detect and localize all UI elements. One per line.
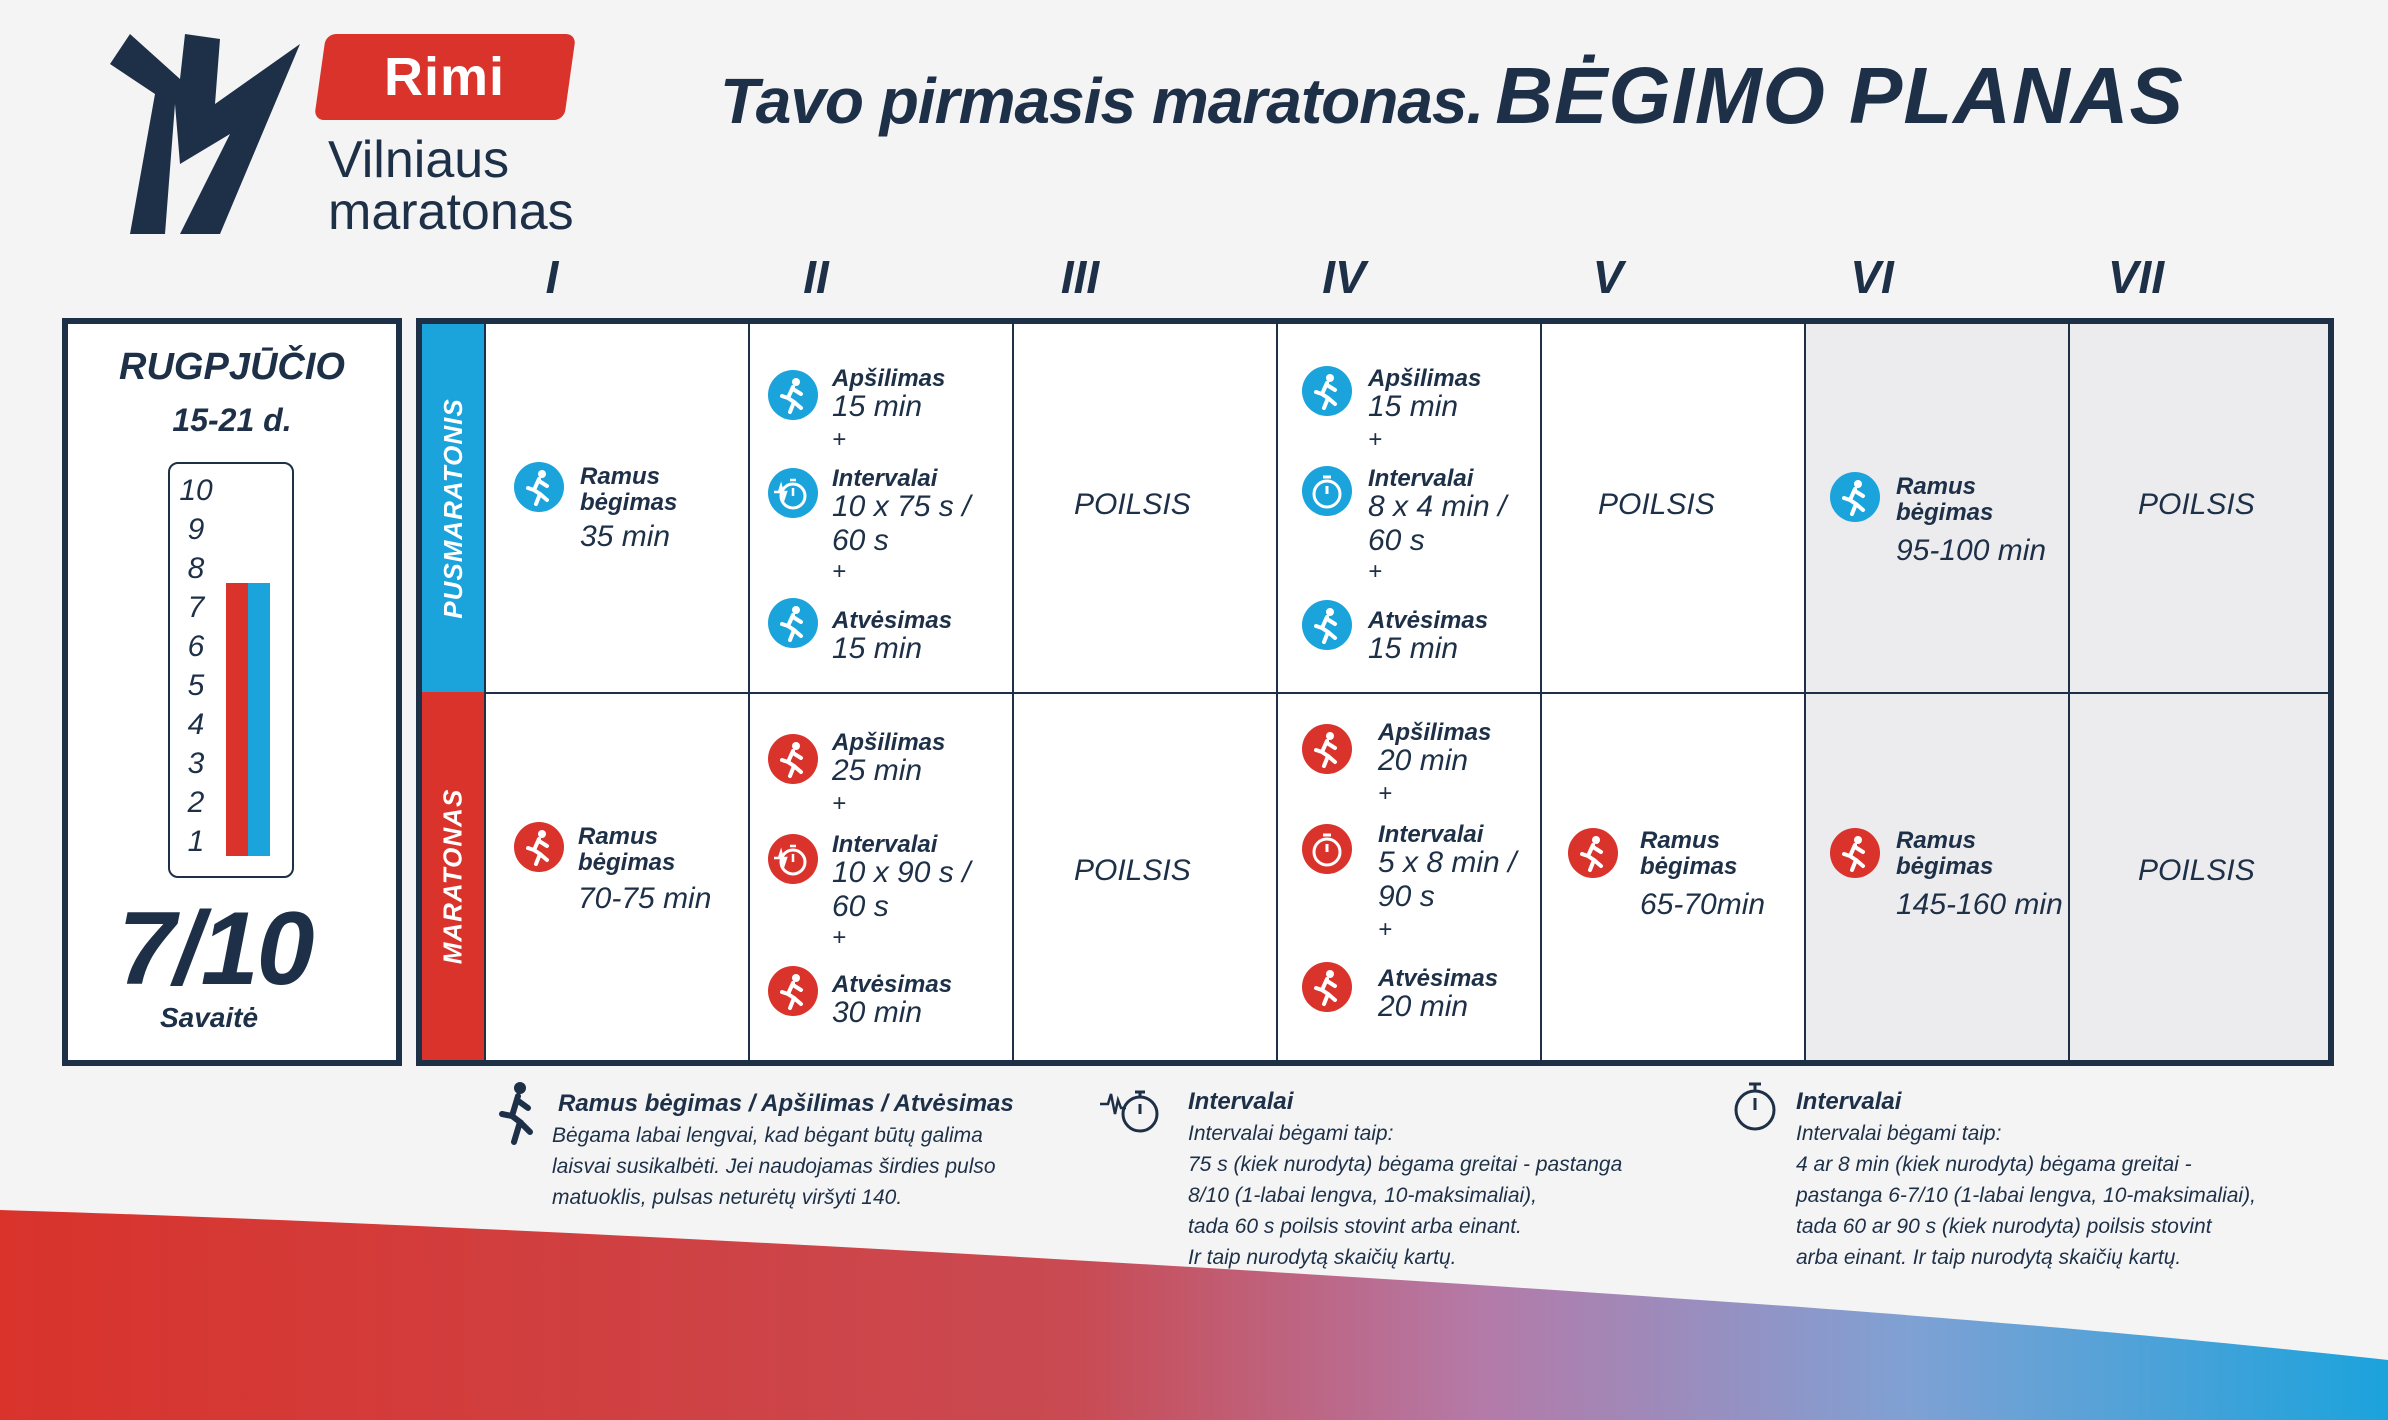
half-day1-cell: [484, 324, 748, 692]
week-month: RUGPJŪČIO: [119, 346, 345, 388]
scale-number: 5: [187, 669, 205, 702]
warmup-value: 25 min: [832, 754, 923, 787]
interval-value: 10 x 75 s /: [832, 490, 971, 523]
cell-label: Ramus bėgimas: [580, 463, 678, 516]
runner-icon: [1568, 828, 1618, 878]
stopwatch-icon: [1302, 824, 1352, 874]
rimi-badge: Rimi: [314, 34, 576, 120]
scale-number: 1: [187, 825, 205, 858]
week-fraction: 7/10: [118, 891, 313, 1007]
runner-icon: [1830, 472, 1880, 522]
warmup-label: Apšilimas: [1378, 719, 1492, 746]
cell-value: 145-160 min: [1896, 888, 2063, 921]
runner-icon: [768, 966, 818, 1016]
day-header: I: [545, 251, 559, 303]
interval-label: Intervalai: [832, 831, 938, 858]
cooldown-label: Atvėsimas: [1368, 607, 1489, 634]
week-label: Savaitė: [160, 1002, 259, 1033]
plus-sign: +: [1378, 916, 1393, 943]
cell-value: 70-75 min: [578, 882, 712, 915]
scale-number: 3: [187, 747, 205, 780]
progress-bar-half: [248, 583, 270, 856]
runner-icon: [1302, 962, 1352, 1012]
interval-rest: 60 s: [1368, 524, 1425, 557]
scale-number: 10: [179, 474, 213, 507]
effort-scale: [168, 462, 294, 878]
interval-value: 8 x 4 min /: [1368, 490, 1507, 523]
scale-number: 8: [187, 552, 205, 585]
interval-rest: 60 s: [832, 890, 889, 923]
warmup-label: Apšilimas: [832, 365, 946, 392]
row-label-full: MARATONAS: [422, 692, 484, 1060]
legend-title: Intervalai: [1796, 1088, 1902, 1115]
interval-rest: 90 s: [1378, 880, 1435, 913]
rest-label: POILSIS: [2138, 854, 2255, 887]
rest-label: POILSIS: [1074, 488, 1191, 521]
week-dates: 15-21 d.: [172, 402, 292, 438]
interval-label: Intervalai: [1378, 821, 1484, 848]
full-day3-cell: [1012, 692, 1276, 1060]
plus-sign: +: [1368, 426, 1383, 453]
cell-value: 65-70min: [1640, 888, 1766, 921]
legend-text: Bėgama labai lengvai, kad bėgant būtų galima laisvai susikalbėti. Jei naudojamas širdies pulso matuoklis, pulsas neturėtų viršyti 140.: [552, 1124, 996, 1209]
day-header: VII: [2107, 251, 2165, 303]
rest-label: POILSIS: [1074, 854, 1191, 887]
runner-icon: [768, 734, 818, 784]
day-header: V: [1592, 251, 1624, 303]
warmup-label: Apšilimas: [1368, 365, 1482, 392]
cell-label: Ramus bėgimas: [578, 823, 676, 876]
scale-number: 9: [187, 513, 205, 546]
row-label-half: PUSMARATONIS: [422, 324, 484, 692]
runner-icon: [1302, 600, 1352, 650]
scale-number: 7: [187, 591, 205, 624]
full-day2-cell: [748, 692, 1012, 1060]
progress-bar-marathon: [226, 583, 248, 856]
runner-icon: [1302, 724, 1352, 774]
legend-title: Ramus bėgimas / Apšilimas / Atvėsimas: [558, 1090, 1014, 1117]
interval-rest: 60 s: [832, 524, 889, 557]
cell-label: Ramus bėgimas: [1896, 473, 1994, 526]
scale-number: 6: [187, 630, 205, 663]
vilnius-marathon-logo: [110, 30, 610, 240]
cooldown-label: Atvėsimas: [832, 971, 953, 998]
cooldown-label: Atvėsimas: [1378, 965, 1499, 992]
day-headers: [420, 250, 2330, 310]
runner-icon: [1830, 828, 1880, 878]
stopwatch-icon: [1302, 466, 1352, 516]
week-panel: [62, 318, 402, 1066]
cooldown-value: 15 min: [832, 632, 923, 665]
runner-icon: [490, 1080, 538, 1146]
full-day5-cell: [1540, 692, 1804, 1060]
half-day6-cell: [1804, 324, 2068, 692]
full-day7-cell: [2068, 692, 2328, 1060]
cell-value: 35 min: [580, 520, 671, 553]
cell-label: Ramus bėgimas: [1640, 827, 1738, 880]
cooldown-value: 20 min: [1378, 990, 1469, 1023]
scale-number: 2: [187, 786, 205, 819]
runner-icon: [514, 462, 564, 512]
interval-value: 10 x 90 s /: [832, 856, 971, 889]
half-day5-cell: [1540, 324, 1804, 692]
day-header: VI: [1850, 251, 1894, 303]
interval-label: Intervalai: [1368, 465, 1474, 492]
plus-sign: +: [832, 924, 847, 951]
warmup-value: 20 min: [1378, 744, 1469, 777]
plus-sign: +: [832, 558, 847, 585]
day-header: III: [1060, 251, 1100, 303]
runner-icon: [768, 598, 818, 648]
warmup-value: 15 min: [1368, 390, 1459, 423]
heart-rate-stopwatch-icon: [768, 834, 818, 884]
interval-value: 5 x 8 min /: [1378, 846, 1517, 879]
runner-icon: [1302, 366, 1352, 416]
half-day3-cell: [1012, 324, 1276, 692]
page-title: Tavo pirmasis maratonas. BĖGIMO PLANAS: [720, 51, 2184, 140]
day-header: II: [803, 251, 829, 303]
plus-sign: +: [1368, 558, 1383, 585]
legend-title: Intervalai: [1188, 1088, 1294, 1115]
logo-mark-icon: [110, 34, 300, 234]
day-header: IV: [1322, 251, 1366, 303]
scale-number: 4: [187, 708, 205, 741]
runner-icon: [514, 822, 564, 872]
logo-text: Vilniaus maratonas: [328, 131, 574, 241]
plus-sign: +: [832, 790, 847, 817]
legend-text: Intervalai bėgami taip: 4 ar 8 min (kiek nurodyta) bėgama greitai - pastanga 6-7/10 (1-labai lengva, 10-maksimaliai), tada 60 ar 90 s (kiek nurodyta) poilsis stovint arba einant. Ir taip nurodytą skaičių kartų.: [1796, 1122, 2256, 1269]
full-day6-cell: [1804, 692, 2068, 1060]
heart-rate-stopwatch-icon: [1100, 1078, 1162, 1138]
legend-text: Intervalai bėgami taip: 75 s (kiek nurodyta) bėgama greitai - pastanga 8/10 (1-labai lengva, 10-maksimaliai), tada 60 s poilsis stovint arba einant. Ir taip nurodytą skaičių kartų.: [1188, 1122, 1623, 1269]
cell-label: Ramus bėgimas: [1896, 827, 1994, 880]
half-day4-cell: [1276, 324, 1540, 692]
cooldown-value: 30 min: [832, 996, 923, 1029]
cooldown-label: Atvėsimas: [832, 607, 953, 634]
full-day4-cell: [1276, 692, 1540, 1060]
cooldown-value: 15 min: [1368, 632, 1459, 665]
warmup-value: 15 min: [832, 390, 923, 423]
cell-value: 95-100 min: [1896, 534, 2047, 567]
plus-sign: +: [1378, 780, 1393, 807]
rest-label: POILSIS: [1598, 488, 1715, 521]
half-day2-cell: [748, 324, 1012, 692]
runner-icon: [768, 370, 818, 420]
full-day1-cell: [484, 692, 748, 1060]
half-day7-cell: [2068, 324, 2328, 692]
rest-label: POILSIS: [2138, 488, 2255, 521]
schedule-grid: [416, 318, 2334, 1066]
stopwatch-icon: [1730, 1076, 1780, 1136]
heart-rate-stopwatch-icon: [768, 468, 818, 518]
plus-sign: +: [832, 426, 847, 453]
interval-label: Intervalai: [832, 465, 938, 492]
warmup-label: Apšilimas: [832, 729, 946, 756]
